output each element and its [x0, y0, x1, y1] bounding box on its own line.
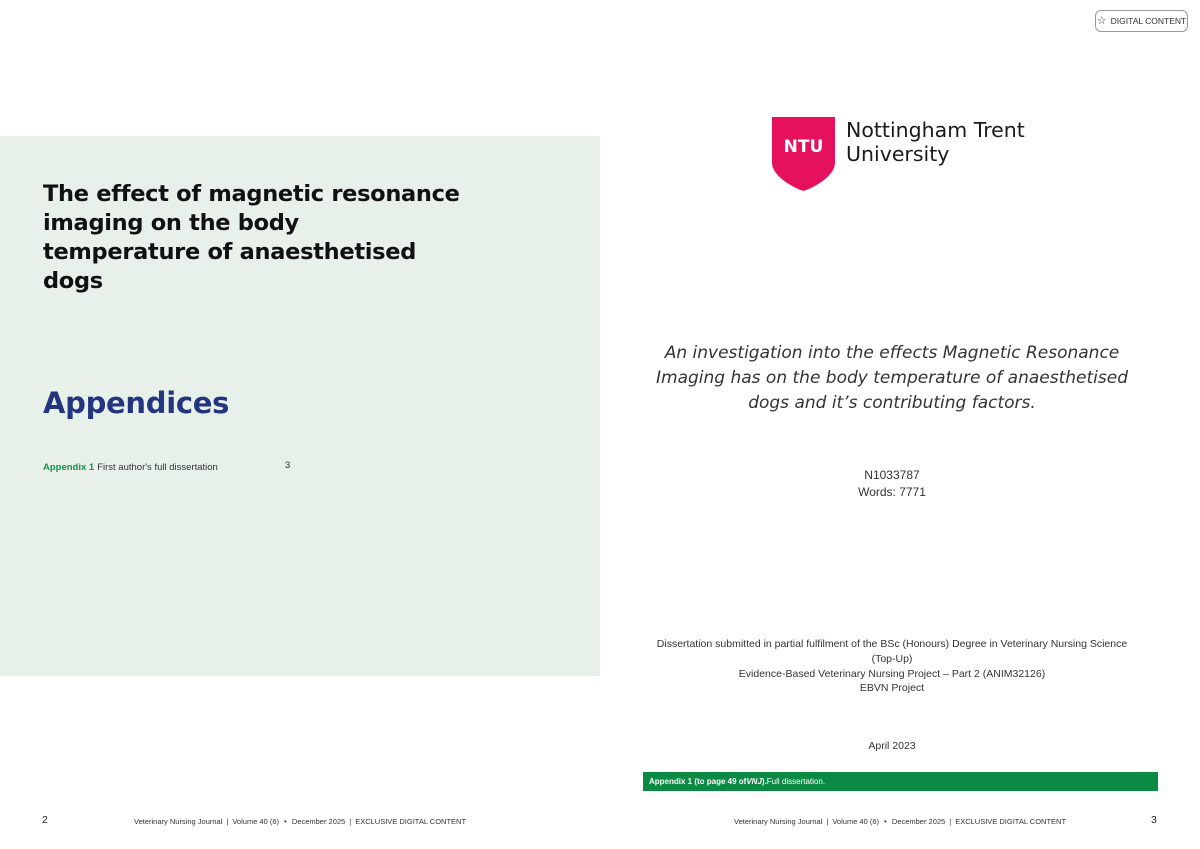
appendices-heading: Appendices	[43, 386, 230, 420]
submission-line: (Top-Up)	[871, 652, 913, 665]
university-name-line2: University	[846, 142, 950, 166]
university-name-line1: Nottingham Trent	[846, 118, 1025, 142]
caption-suffix: ).	[761, 777, 767, 786]
footer-left: Veterinary Nursing Journal | Volume 40 (6) • December 2025 | EXCLUSIVE DIGITAL CONTENT	[134, 816, 467, 826]
toc-entry[interactable]	[43, 460, 293, 474]
submission-line: Evidence-Based Veterinary Nursing Project – Part 2 (ANIM32126)	[738, 667, 1046, 680]
submission-date: April 2023	[868, 740, 916, 752]
footer-journal: Veterinary Nursing Journal	[134, 816, 223, 826]
badge-label: DIGITAL CONTENT	[1110, 16, 1187, 26]
word-count: Words: 7771	[858, 485, 926, 499]
bullet-icon: •	[284, 816, 287, 826]
page-number-left: 2	[42, 814, 48, 826]
university-name	[846, 118, 1025, 166]
footer-tag: EXCLUSIVE DIGITAL CONTENT	[955, 816, 1067, 826]
toc-entry-page: 3	[285, 460, 291, 471]
footer-date: December 2025	[291, 816, 346, 826]
toc-entry-text: First author's full dissertation	[97, 461, 218, 473]
student-id: N1033787	[864, 468, 920, 482]
page-number-right: 3	[1151, 814, 1157, 826]
footer-right: Veterinary Nursing Journal | Volume 40 (6) • December 2025 | EXCLUSIVE DIGITAL CONTENT	[734, 816, 1067, 826]
footer-tag: EXCLUSIVE DIGITAL CONTENT	[355, 816, 467, 826]
appendix-caption	[643, 772, 1158, 791]
digital-content-badge	[1095, 10, 1188, 32]
dissertation-subtitle: An investigation into the effects Magnetic Resonance Imaging has on the body temperature of anaesthetised dogs and it’s contributing factors.	[656, 343, 1128, 413]
caption-text: Full dissertation.	[766, 777, 826, 786]
logo-abbr: NTU	[783, 137, 824, 157]
submission-line: Dissertation submitted in partial fulfilment of the BSc (Honours) Degree in Veterinary Nursing Science	[656, 638, 1128, 650]
star-icon: ☆	[1096, 14, 1107, 27]
ntu-shield-logo	[772, 117, 835, 191]
caption-journal-abbr: VNJ	[746, 777, 762, 786]
submission-line: EBVN Project	[859, 682, 925, 695]
submission-statement	[650, 637, 1134, 696]
ntu-logo	[772, 117, 1025, 191]
article-title: The effect of magnetic resonance imaging on the body temperature of anaesthetised dogs	[43, 181, 460, 294]
footer-volume: Volume 40 (6)	[232, 816, 280, 826]
footer-journal: Veterinary Nursing Journal	[734, 816, 823, 826]
dissertation-meta	[750, 467, 1034, 501]
caption-prefix: Appendix 1 (to page 49 of	[649, 777, 747, 786]
bullet-icon: •	[884, 816, 887, 826]
toc-entry-label: Appendix 1	[43, 461, 95, 473]
footer-date: December 2025	[891, 816, 946, 826]
footer-volume: Volume 40 (6)	[832, 816, 880, 826]
